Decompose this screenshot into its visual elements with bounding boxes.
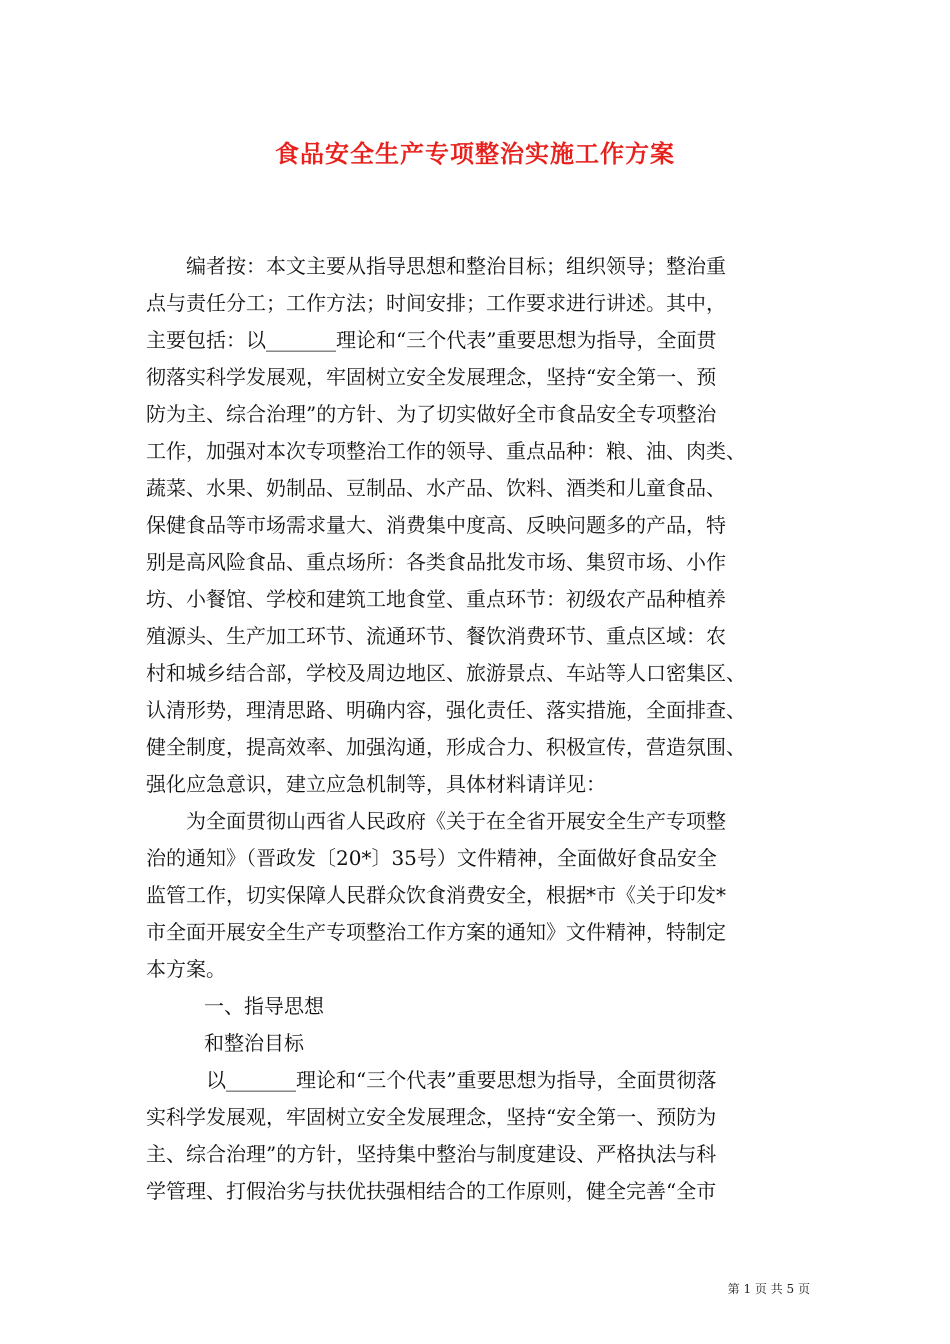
text-line: 彻落实科学发展观，牢固树立安全发展理念，坚持“安全第一、预 xyxy=(146,365,717,389)
text-line: 主要包括：以_______理论和“三个代表”重要思想为指导，全面贯 xyxy=(146,328,717,352)
text-line: 监管工作，切实保障人民群众饮食消费安全，根据*市《关于印发* xyxy=(146,883,726,907)
text-line: 本方案。 xyxy=(146,957,226,981)
text-line: 编者按：本文主要从指导思想和整治目标；组织领导；整治重 xyxy=(186,254,726,278)
text-line: 强化应急意识，建立应急机制等，具体材料请详见： xyxy=(146,772,606,796)
text-line: 认清形势，理清思路、明确内容，强化责任、落实措施，全面排查、 xyxy=(146,698,746,722)
page-number: 第 1 页 共 5 页 xyxy=(727,1282,810,1296)
text-line: 市全面开展安全生产专项整治工作方案的通知》文件精神，特制定 xyxy=(146,920,726,944)
document-body xyxy=(146,240,810,1210)
text-line: 蔬菜、水果、奶制品、豆制品、水产品、饮料、酒类和儿童食品、 xyxy=(146,476,726,500)
text-line: 村和城乡结合部，学校及周边地区、旅游景点、车站等人口密集区、 xyxy=(146,661,746,685)
text-line: 点与责任分工；工作方法；时间安排；工作要求进行讲述。其中， xyxy=(146,291,726,315)
text-line: 殖源头、生产加工环节、流通环节、餐饮消费环节、重点区域：农 xyxy=(146,624,726,648)
text-line: 治的通知》（晋政发〔20*〕35号）文件精神，全面做好食品安全 xyxy=(146,846,717,870)
section-heading: 和整治目标 xyxy=(204,1031,304,1055)
text-line: 健全制度，提高效率、加强沟通，形成合力、积极宣传，营造氛围、 xyxy=(146,735,746,759)
text-line: 为全面贯彻山西省人民政府《关于在全省开展安全生产专项整 xyxy=(186,809,726,833)
text-line: 保健食品等市场需求量大、消费集中度高、反映问题多的产品，特 xyxy=(146,513,726,537)
text-line: 实科学发展观，牢固树立安全发展理念，坚持“安全第一、预防为 xyxy=(146,1105,717,1129)
text-line: 别是高风险食品、重点场所：各类食品批发市场、集贸市场、小作 xyxy=(146,550,726,574)
text-line: 以_______理论和“三个代表”重要思想为指导，全面贯彻落 xyxy=(206,1068,717,1092)
text-line: 防为主、综合治理”的方针、为了切实做好全市食品安全专项整治 xyxy=(146,402,717,426)
document-title: 食品安全生产专项整治实施工作方案 xyxy=(275,139,675,168)
text-line: 学管理、打假治劣与扶优扶强相结合的工作原则，健全完善“全市 xyxy=(146,1179,717,1203)
text-line: 主、综合治理”的方针，坚持集中整治与制度建设、严格执法与科 xyxy=(146,1142,717,1166)
section-heading: 一、指导思想 xyxy=(204,994,324,1018)
text-line: 工作，加强对本次专项整治工作的领导、重点品种：粮、油、肉类、 xyxy=(146,439,746,463)
text-line: 坊、小餐馆、学校和建筑工地食堂、重点环节：初级农产品种植养 xyxy=(146,587,726,611)
